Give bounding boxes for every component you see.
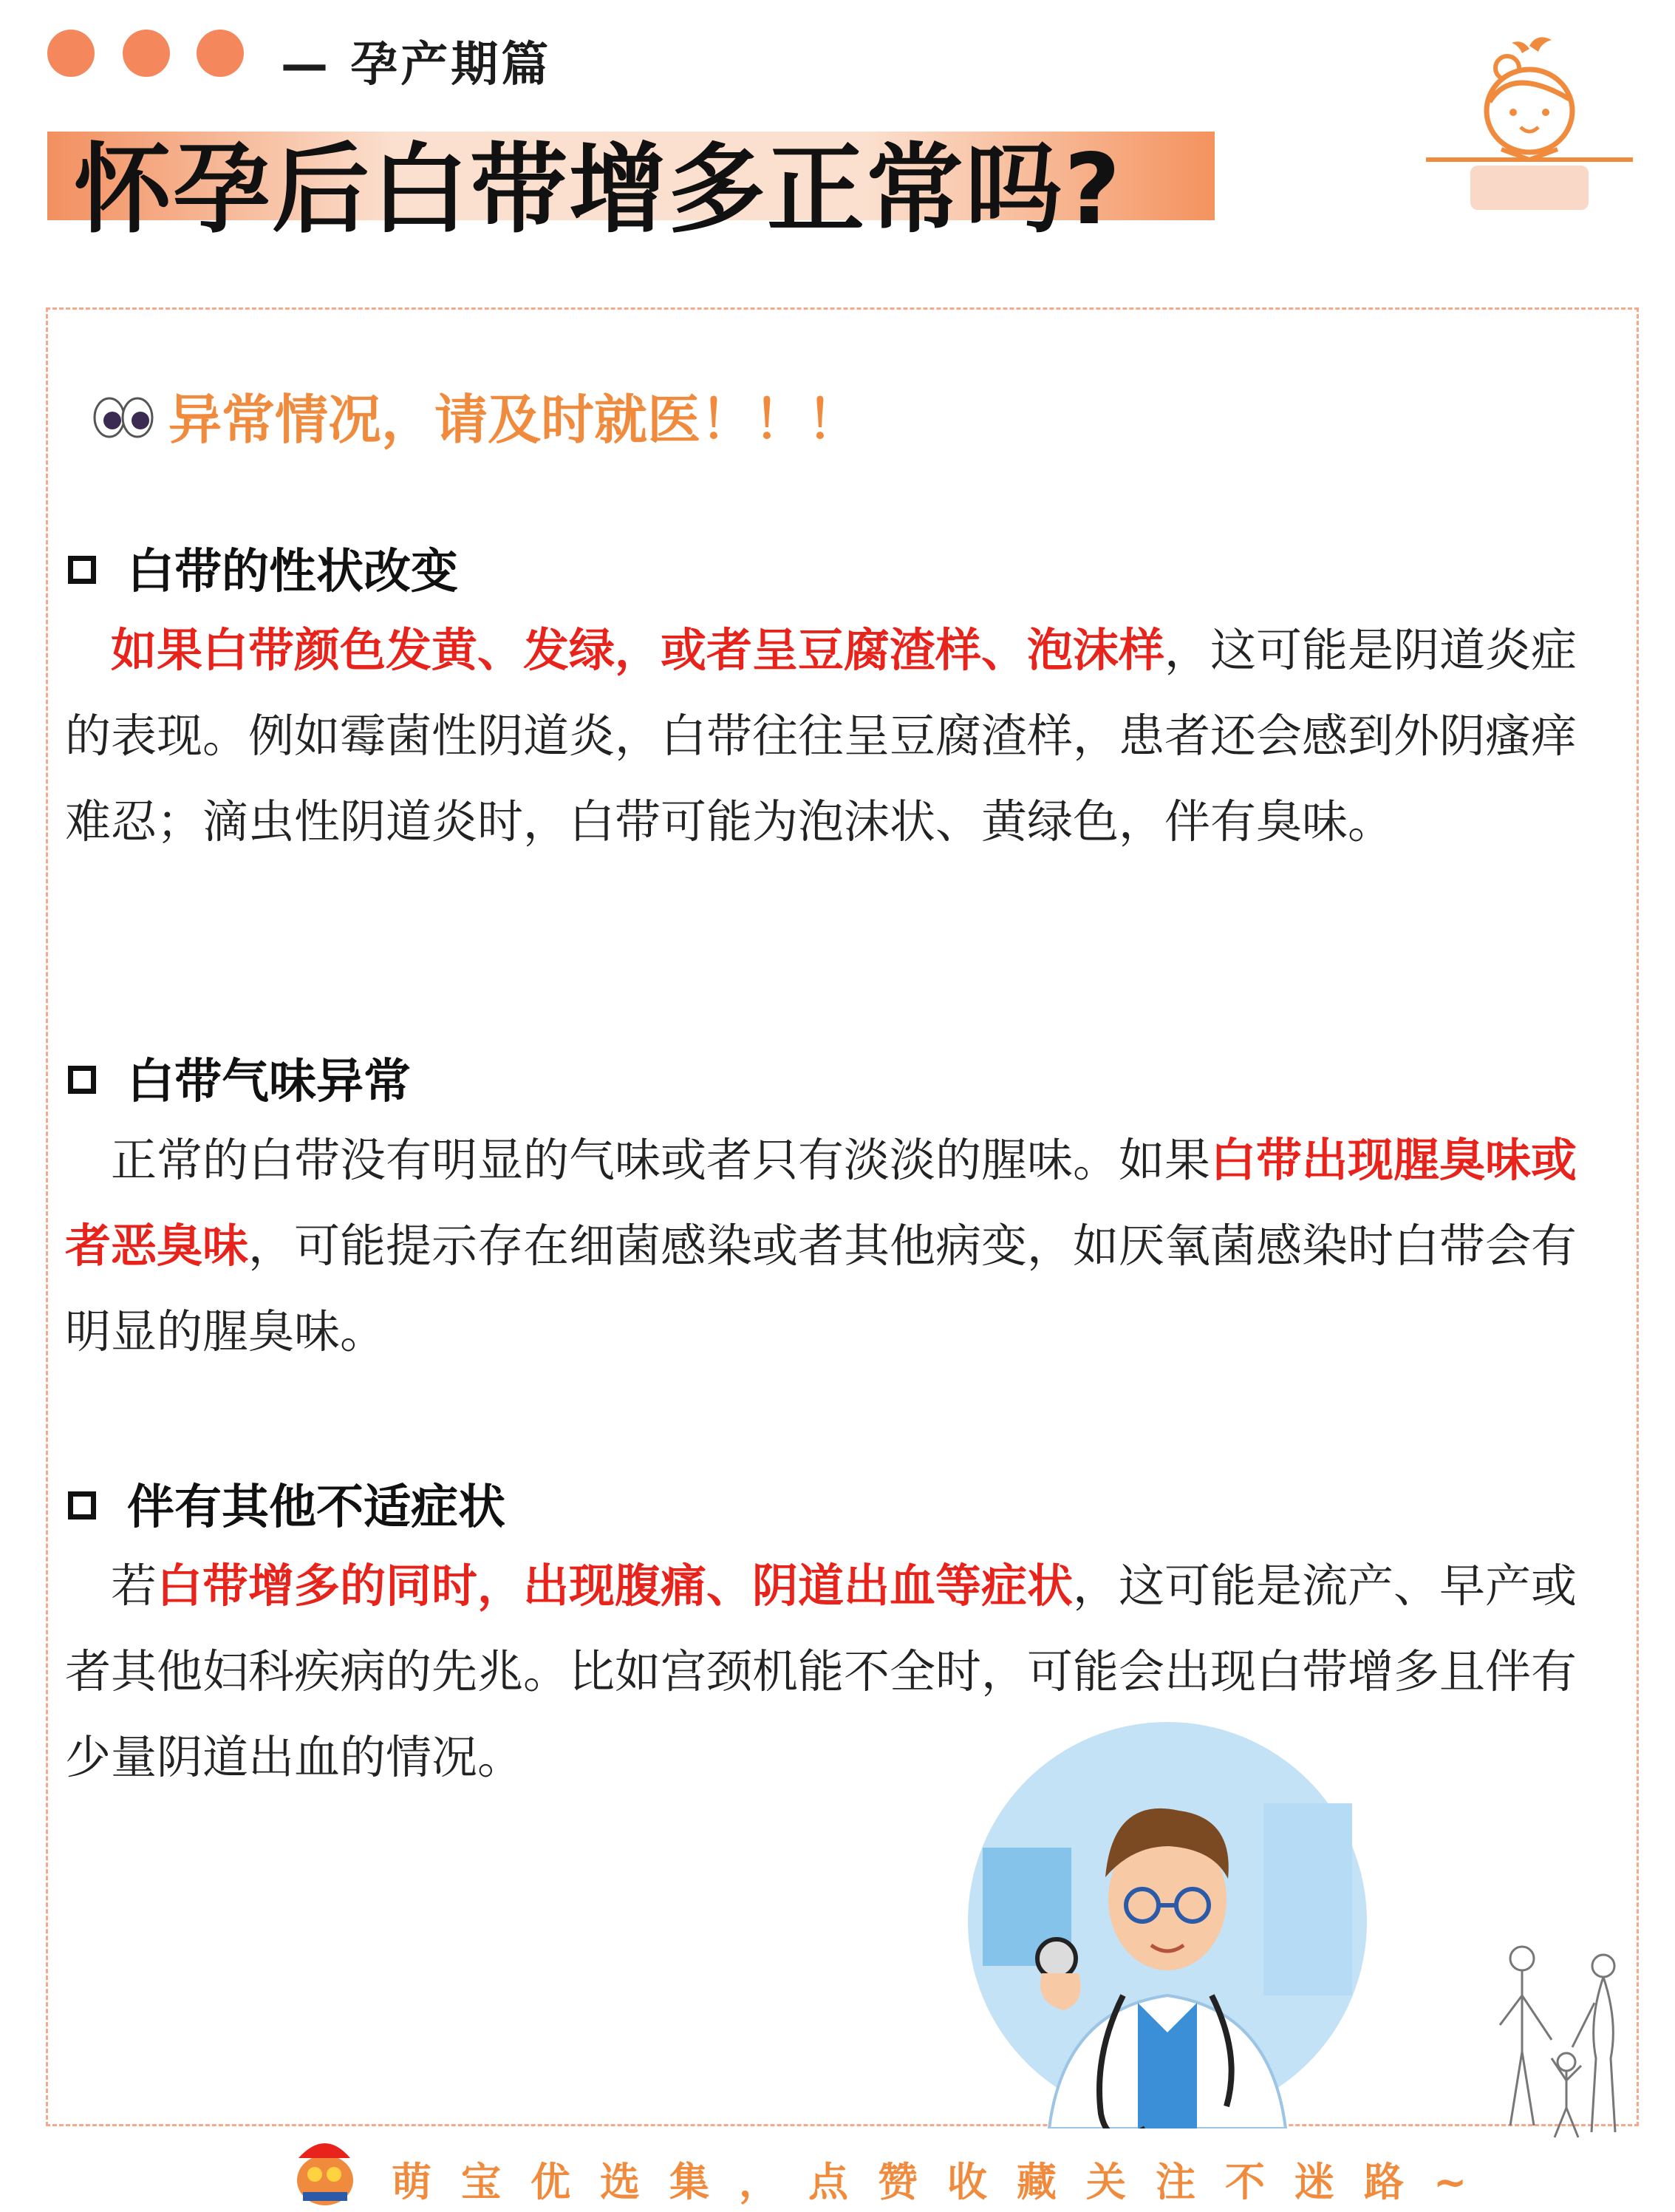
bird-mascot-icon <box>281 2128 362 2210</box>
section-body-texture: 如果白带颜色发黄、发绿，或者呈豆腐渣样、泡沫样，这可能是阴道炎症的表现。例如霉菌性阴道炎，白带往往呈豆腐渣样，患者还会感到外阴瘙痒难忍；滴虫性阴道炎时，白带可能为泡沫状、黄绿色，伴有臭味。 <box>65 623 1577 848</box>
header-dot-2 <box>123 30 170 77</box>
alert-heading <box>92 377 860 454</box>
header-dot-3 <box>197 30 244 77</box>
checkbox-square-icon <box>68 1491 96 1520</box>
footer-slogan: 萌宝优选集，点赞收藏关注不迷路~ <box>392 2159 1497 2205</box>
highlight-text: 白带增多的同时，出现腹痛、阴道出血等症状 <box>157 1559 1074 1613</box>
eyes-icon <box>92 395 155 440</box>
highlight-text: 如果白带颜色发黄、发绿，或者呈豆腐渣样、泡沫样 <box>111 623 1165 677</box>
family-line-art <box>1463 1936 1655 2143</box>
section-body-odor: 正常的白带没有明显的气味或者只有淡淡的腥味。如果白带出现腥臭味或者恶臭味，可能提示存在细菌感染或者其他病变，如厌氧菌感染时白带会有明显的腥臭味。 <box>65 1133 1577 1358</box>
section-heading-odor: 白带气味异常 <box>68 1044 411 1112</box>
girl-mascot-logo-icon <box>1419 30 1640 222</box>
highlight-text: 白带出现腥臭味或者恶臭味 <box>65 1133 1577 1273</box>
section-heading-texture: 白带的性状改变 <box>68 534 458 602</box>
alert-text: 异常情况，请及时就医！！！ <box>168 389 861 451</box>
doctor-illustration <box>961 1715 1374 2128</box>
checkbox-square-icon <box>68 556 96 584</box>
section-body-symptoms: 若白带增多的同时，出现腹痛、阴道出血等症状，这可能是流产、早产或者其他妇科疾病的先兆。比如宫颈机能不全时，可能会出现白带增多且伴有少量阴道出血的情况。 <box>65 1559 1577 1784</box>
section-heading-symptoms: 伴有其他不适症状 <box>68 1469 505 1537</box>
series-label: — 孕产期篇 <box>281 38 552 92</box>
page-title: 怀孕后白带增多正常吗? <box>74 133 1122 247</box>
header-dot-1 <box>47 30 95 77</box>
checkbox-square-icon <box>68 1066 96 1094</box>
